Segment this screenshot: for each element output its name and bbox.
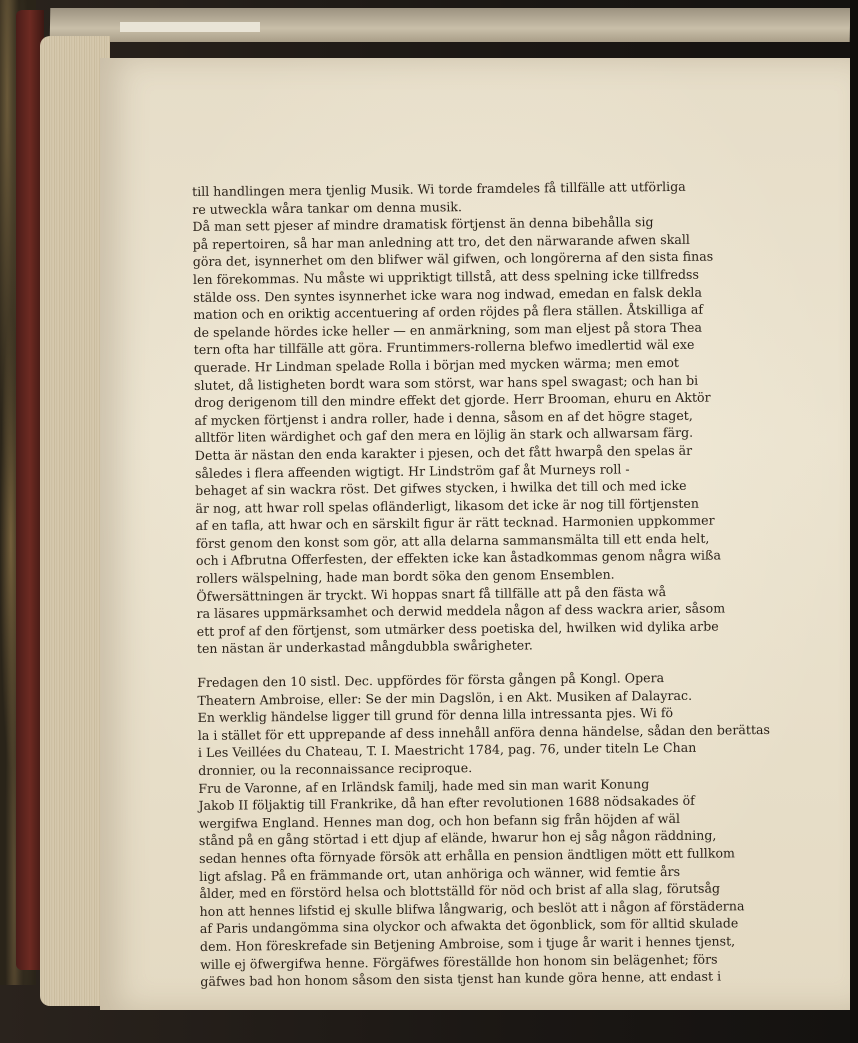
text-line: behaget af sin wackra röst. Det gifwes stycken, i hwilka det till och med icke	[195, 477, 687, 499]
text-line: dem. Hon föreskrefade sin Betjening Ambroise, som i tjuge år warit i hennes tjenst,	[199, 933, 736, 954]
text-line: Jakob II följaktig till Frankrike, då han efter revolutionen 1688 nödsakades öf	[198, 792, 695, 814]
text-line: de spelande hördes icke heller — en anmärkning, som man eljest på stora Thea	[193, 319, 703, 340]
text-line: tern ofta har tillfälle att göra. Fruntimmers-rollerna blefwo imedlertid wäl exe	[193, 337, 695, 358]
text-line: ra läsares uppmärksamhet och derwid meddela någon af dess wackra arier, såsom	[196, 600, 726, 622]
text-line: ålder, med en förstörd helsa och blottställd för nöd och brist af alla slag, förutsåg	[199, 880, 721, 902]
text-line: i Les Veillées du Chateau, T. I. Maestricht 1784, pag. 76, under titeln Le Chan	[197, 740, 697, 761]
text-line: re utweckla wåra tankar om denna musik.	[192, 198, 463, 217]
text-line: är nog, att hwar roll spelas ofländerligt, likasom det icke är nog till förtjensten	[195, 495, 700, 516]
text-line: sedan hennes ofta förnyade försök att erhålla en pension ändtligen mött ett fullkom	[198, 845, 736, 866]
page-top-strip	[120, 22, 260, 32]
text-line: mation och en oriktig accentuering af orden röjdes på flera ställen. Åtskilliga af	[193, 301, 704, 323]
text-line: stälde oss. Den syntes isynnerhet icke wara nog indwad, emedan en falsk dekla	[193, 284, 702, 305]
text-line: till handlingen mera tjenlig Musik. Wi torde framdeles få tillfälle att utförliga	[192, 178, 686, 199]
text-line: stånd på en gång störtad i ett djup af elände, hwarur hon ej såg någon räddning,	[198, 827, 717, 849]
text-line: ligt afslag. På en främmande ort, utan anhöriga och wänner, wid femtie års	[199, 863, 681, 884]
text-line: wergifwa England. Hennes man dog, och hon befann sig från höjden af wäl	[198, 810, 681, 831]
text-line: querade. Hr Lindman spelade Rolla i början med mycken wärma; men emot	[193, 354, 679, 375]
text-line: Theatern Ambroise, eller: Se der min Dagslön, i en Akt. Musiken af Dalayrac.	[197, 687, 693, 708]
text-line: af mycken förtjenst i andra roller, hade i denna, såsom en af det högre staget,	[194, 407, 693, 428]
page-text	[192, 176, 858, 991]
text-line: alltför liten wärdighet och gaf den mera en löjlig än stark och allwarsam färg.	[194, 425, 694, 446]
text-line: dronnier, ou la reconnaissance reciproque.	[198, 760, 473, 778]
text-line: Öfwersättningen är tryckt. Wi hoppas snart få tillfälle att på den fästa wå	[196, 583, 667, 604]
text-line: Fru de Varonne, af en Irländsk familj, hade med sin man warit Konung	[198, 775, 650, 796]
text-line: således i flera affeenden wigtigt. Hr Lindström gaf åt Murneys roll -	[194, 460, 630, 481]
text-line: slutet, då listigheten bordt wara som störst, war hans spel swagast; och han bi	[194, 372, 699, 393]
background-edge	[850, 0, 858, 1043]
book-page	[100, 58, 852, 1010]
text-line: gäfwes bad hon honom såsom den sista tjenst han kunde göra henne, att endast i	[200, 968, 722, 990]
text-line: ten nästan är underkastad mångdubbla swårigheter.	[196, 637, 533, 657]
text-line: Detta är nästan den enda karakter i pjesen, och det fått hwarpå den spelas är	[194, 442, 693, 463]
text-line: rollers wälspelning, hade man bordt söka den genom Ensemblen.	[196, 566, 615, 587]
text-line: Då man sett pjeser af mindre dramatisk förtjenst än denna bibehålla sig	[192, 214, 654, 235]
text-line: ett prof af den förtjenst, som utmärker dess poetiska del, hwilken wid dylika arbe	[196, 618, 719, 639]
text-line: len förekommas. Nu måste wi uppriktigt tillstå, att dess spelning icke tillfredss	[192, 266, 699, 287]
text-line: och i Afbrutna Offerfesten, der effekten icke kan åstadkommas genom några wißa	[195, 547, 721, 569]
text-line: på repertoiren, så har man anledning att tro, det den närwarande afwen skall	[192, 231, 690, 252]
text-line: först genom den konst som gör, att alla delarna sammansmälta till ett enda helt,	[195, 530, 710, 551]
text-line: wille ej öfwergifwa henne. Förgäfwes föreställde hon honom sin belägenhet; förs	[200, 951, 718, 972]
text-line: la i stället för ett upprepande af dess innehåll anföra denna händelse, sådan den berättas	[197, 721, 771, 743]
text-line: hon att hennes lifstid ej skulle blifwa långwarig, och beslöt att i någon af förstäderna	[199, 898, 745, 919]
text-line: Fredagen den 10 sistl. Dec. uppfördes för första gången på Kongl. Opera	[197, 670, 665, 691]
text-line: En werklig händelse ligger till grund för denna lilla intressanta pjes. Wi fö	[197, 705, 674, 726]
text-line: drog derigenom till den mindre effekt det gjorde. Herr Brooman, ehuru en Aktör	[194, 389, 711, 411]
text-line: af en tafla, att hwar och en särskilt figur är rätt tecknad. Harmonien uppkommer	[195, 512, 715, 534]
text-line: af Paris undangömma sina olyckor och afwakta det ögonblick, som för alltid skulade	[199, 915, 739, 937]
text-line: göra det, isynnerhet om den blifwer wäl gifwen, och longörerna af den sista finas	[192, 248, 714, 270]
